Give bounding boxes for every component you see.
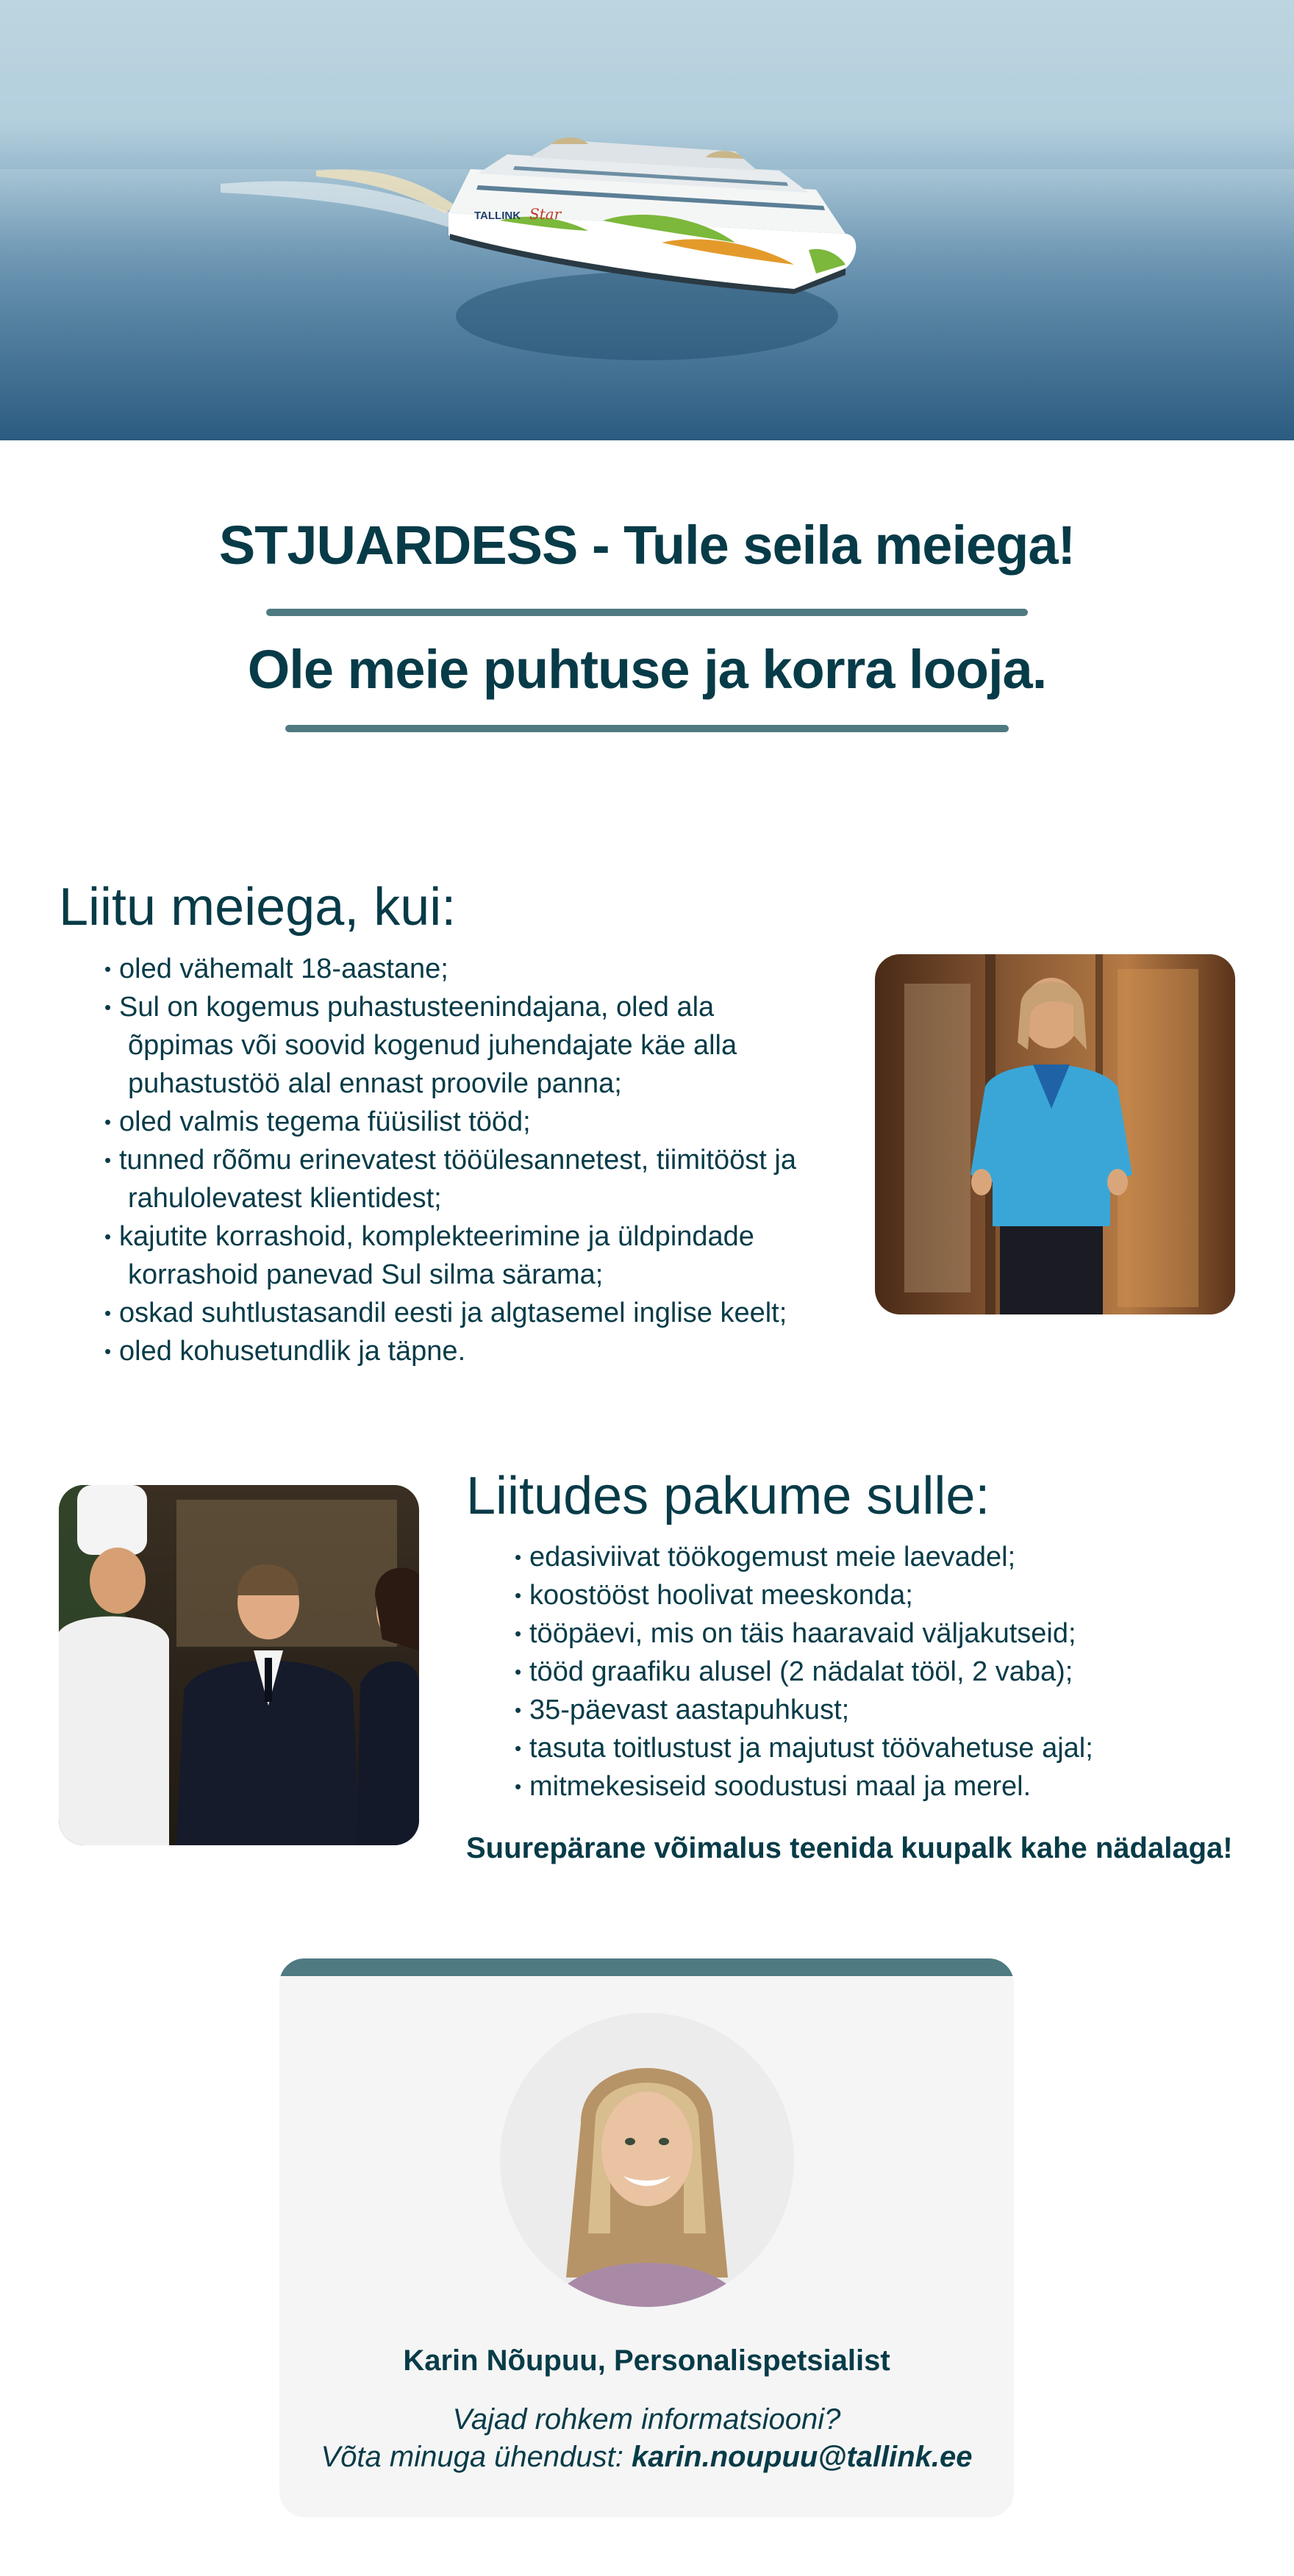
list-item: • oled vähemalt 18-aastane; [104,950,840,988]
list-item: • koostööst hoolivat meeskonda; [515,1576,1176,1614]
contact-question: Vajad rohkem informatsiooni? [452,2403,841,2436]
list-item: • 35-päevast aastapuhkust; [515,1691,1176,1729]
list-item: • mitmekesiseid soodustusi maal ja merel. [515,1767,1176,1806]
list-item-continuation: rahulolevatest klientidest; [128,1183,442,1214]
title-divider [266,609,1028,616]
list-item-continuation: õppimas või soovid kogenud juhendajate käe alla [128,1030,737,1061]
list-item: • edasiviivat töökogemust meie laevadel; [515,1538,1176,1576]
crew-photo [59,1485,419,1845]
contact-cta-text: Võta minuga ühendust: [321,2441,632,2473]
list-item: • tööd graafiku alusel (2 nädalat tööl, 2 vaba); [515,1653,1176,1691]
list-item: • tööpäevi, mis on täis haaravaid väljakutseid; [515,1614,1176,1653]
list-item: • kajutite korrashoid, komplekteerimine ja üldpindade [104,1217,840,1256]
contact-cta [279,2441,1014,2474]
offer-tagline: Suurepärane võimalus teenida kuupalk kahe nädalaga! [466,1832,1233,1864]
list-item: • Sul on kogemus puhastusteenindajana, oled ala [104,988,840,1026]
list-item: • oled kohusetundlik ja täpne. [104,1332,840,1370]
offers-heading: Liitudes pakume sulle: [466,1467,990,1525]
contact-email-link[interactable]: karin.noupuu@tallink.ee [632,2441,973,2473]
offers-list [515,1538,1176,1806]
list-item: • tasuta toitlustust ja majutust töövahetuse ajal; [515,1729,1176,1767]
card-accent-bar [279,1958,1014,1976]
ship-name: TALLINK [474,210,521,222]
requirements-heading: Liitu meiega, kui: [59,878,457,937]
list-item-continuation: puhastustöö alal ennast proovile panna; [128,1068,622,1099]
contact-name: Karin Nõupuu, Personalispetsialist [403,2344,890,2377]
list-item: • oled valmis tegema füüsilist tööd; [104,1103,840,1141]
list-item: • oskad suhtlustasandil eesti ja algtasemel inglise keelt; [104,1294,840,1332]
list-item: • tunned rõõmu erinevatest tööülesannetest, tiimitööst ja [104,1141,840,1179]
ship-script: Star [529,205,562,223]
recruiter-avatar [500,2013,794,2307]
contact-card [279,1958,1014,2517]
requirements-list [104,950,840,1370]
ferry-image [0,0,1294,440]
page-subtitle: Ole meie puhtuse ja korra looja. [247,639,1047,700]
stewardess-photo [875,954,1235,1314]
hero-banner [0,0,1294,440]
subtitle-divider [285,725,1009,732]
list-item-continuation: korrashoid panevad Sul silma särama; [128,1259,604,1290]
page-title: STJUARDESS - Tule seila meiega! [218,515,1076,576]
